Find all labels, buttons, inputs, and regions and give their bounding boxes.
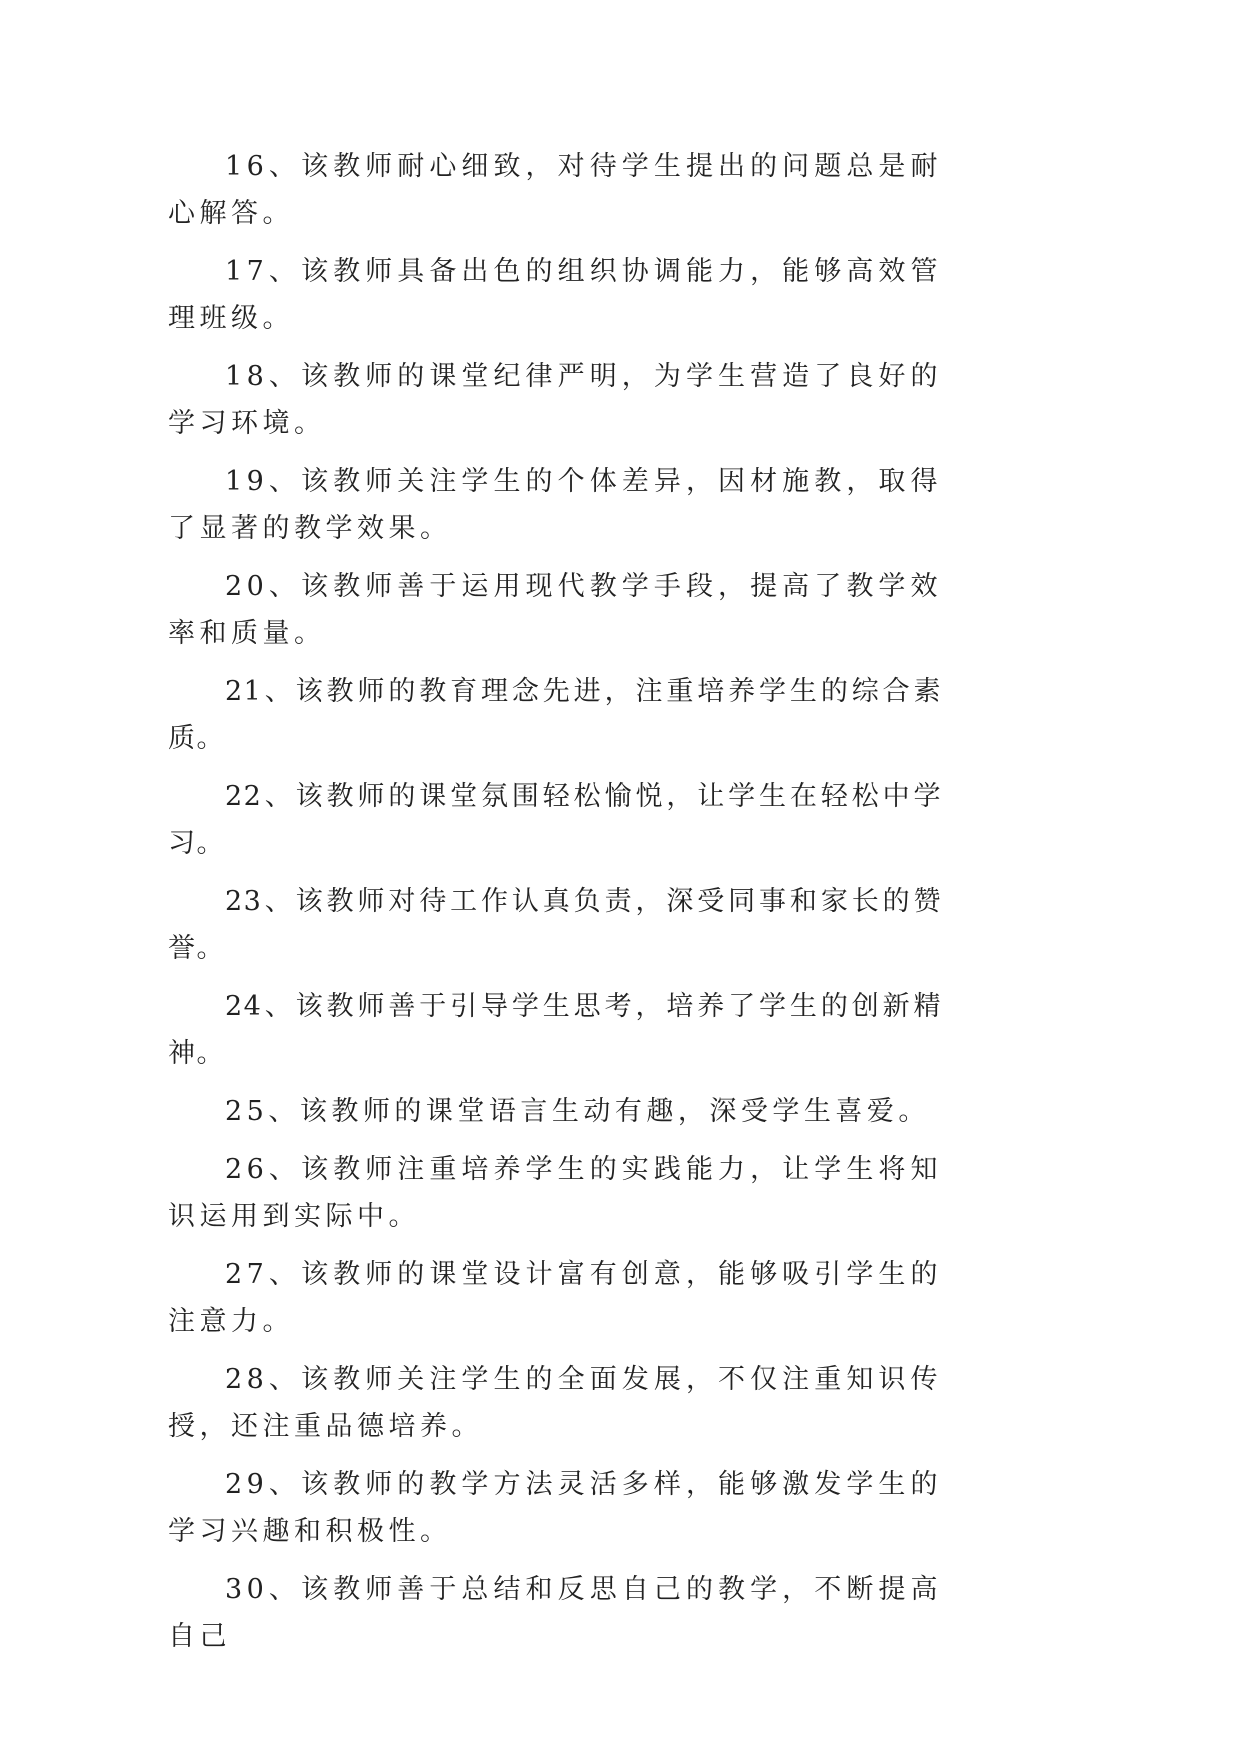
paragraph-30: 30、该教师善于总结和反思自己的教学，不断提高自己: [168, 1574, 942, 1652]
paragraph-19: 19、该教师关注学生的个体差异，因材施教，取得了显著的教学效果。: [168, 466, 942, 544]
paragraph-18: 18、该教师的课堂纪律严明，为学生营造了良好的学习环境。: [168, 361, 942, 439]
paragraph-27: 27、该教师的课堂设计富有创意，能够吸引学生的注意力。: [168, 1259, 942, 1337]
paragraph-16: 16、该教师耐心细致，对待学生提出的问题总是耐心解答。: [168, 151, 942, 229]
paragraph-23: 23、该教师对待工作认真负责，深受同事和家长的赞誉。: [168, 886, 942, 964]
paragraph-20: 20、该教师善于运用现代教学手段，提高了教学效率和质量。: [168, 571, 942, 649]
paragraph-28: 28、该教师关注学生的全面发展，不仅注重知识传授，还注重品德培养。: [168, 1364, 942, 1442]
paragraph-29: 29、该教师的教学方法灵活多样，能够激发学生的学习兴趣和积极性。: [168, 1469, 942, 1547]
paragraph-22: 22、该教师的课堂氛围轻松愉悦，让学生在轻松中学习。: [168, 781, 942, 859]
paragraph-26: 26、该教师注重培养学生的实践能力，让学生将知识运用到实际中。: [168, 1154, 942, 1232]
document-body: [168, 143, 942, 1671]
paragraph-21: 21、该教师的教育理念先进，注重培养学生的综合素质。: [168, 676, 942, 754]
paragraph-25: 25、该教师的课堂语言生动有趣，深受学生喜爱。: [225, 1096, 930, 1127]
paragraph-24: 24、该教师善于引导学生思考，培养了学生的创新精神。: [168, 991, 942, 1069]
paragraph-17: 17、该教师具备出色的组织协调能力，能够高效管理班级。: [168, 256, 942, 334]
